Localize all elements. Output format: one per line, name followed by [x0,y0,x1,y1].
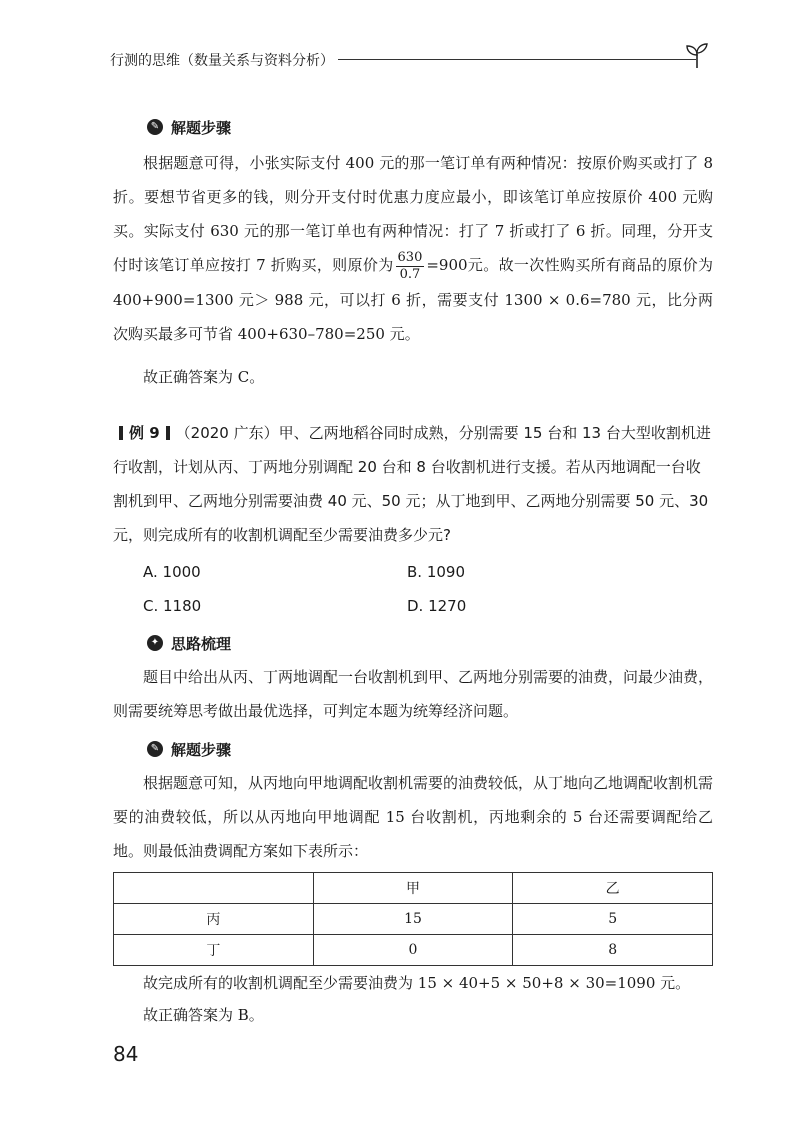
ideas-paragraph: 题目中给出从丙、丁两地调配一台收割机到甲、乙两地分别需要的油费，问最少油费，则需要统筹思考做出最优选择，可判定本题为统筹经济问题。 [113,668,714,720]
table-row [114,935,713,966]
steps-icon: ✎ [147,119,163,135]
total-cost-line: 故完成所有的收割机调配至少需要油费为 15 × 40+5 × 50+8 × 30=1090 元。 [143,974,691,992]
example-tag: 例 9 [129,424,160,442]
sprout-icon [682,40,712,70]
bar-right [166,426,170,440]
table-cell: 8 [513,935,713,966]
table-cell: 15 [313,904,513,935]
solution-paragraph [113,146,713,351]
header-title: 行测的思维（数量关系与资料分析） [110,53,334,69]
steps-icon: ✎ [147,741,163,757]
table-header-cell: 乙 [513,873,713,904]
table-header-cell [114,873,314,904]
table-cell: 5 [513,904,713,935]
solution-text: 根据题意可得，小张实际支付 400 元的那一笔订单有两种情况：按原价购买或打了 8 折。要想节省更多的钱，则分开支付时优惠力度应最小，即该笔订单应按原价 400 元购买。实际支付 630 元的那一笔订单也有两种情况：打了 7 折或打了 6 折。同理，分开支付时该笔订单应按打 7 折购买，则原价为 [113,154,713,274]
header-rule [338,59,696,60]
table-cell: 丁 [114,935,314,966]
option-a: A. 1000 [143,563,201,581]
option-c: C. 1180 [143,597,202,615]
example-text: （2020 广东）甲、乙两地稻谷同时成熟，分别需要 15 台和 13 台大型收割机进行收割，计划从丙、丁两地分别调配 20 台和 8 台收割机进行支援。若从丙地调配一台收割机到甲、乙两地分别需要油费 40 元、50 元；从丁地到甲、乙两地分别需要 50 元、30 元，则完成所有的收割机调配至少需要油费多少元? [113,424,711,544]
cost-table [113,872,713,966]
bar-left [119,426,123,440]
solution-text-tail: =900元。故一次性购买所有商品的原价为 400+900=1300 元＞ 988 元，可以打 6 折，需要支付 1300 × 0.6=780 元，比分两次购买最多可节省 400+630–780=250 元。 [113,256,713,343]
solution-paragraph-2: 根据题意可知，从丙地向甲地调配收割机需要的油费较低，从丁地向乙地调配收割机需要的油费较低，所以从丙地向甲地调配 15 台收割机，丙地剩余的 5 台还需要调配给乙地。则最低油费调配方案如下表所示： [113,774,714,860]
table-cell: 丙 [114,904,314,935]
section-heading-ideas [147,632,231,654]
answer-line-2: 故正确答案为 B。 [143,1006,264,1024]
lightbulb-icon: ✦ [147,635,163,651]
table-cell: 0 [313,935,513,966]
section-heading-label: 解题步骤 [171,118,232,137]
section-heading-label: 思路梳理 [171,634,232,653]
section-heading-steps-2 [147,738,231,760]
table-row [114,904,713,935]
section-heading-steps-1 [147,116,231,138]
option-b: B. 1090 [407,563,466,581]
page-number: 84 [113,1042,139,1066]
fraction-denominator: 0.7 [399,266,421,282]
section-heading-label: 解题步骤 [171,740,232,759]
table-header-cell: 甲 [313,873,513,904]
running-header [110,40,710,72]
example-question [113,416,713,552]
fraction [396,250,425,283]
option-d: D. 1270 [407,597,467,615]
fraction-numerator: 630 [397,249,423,265]
table-header-row [114,873,713,904]
answer-line: 故正确答案为 C。 [143,368,265,386]
